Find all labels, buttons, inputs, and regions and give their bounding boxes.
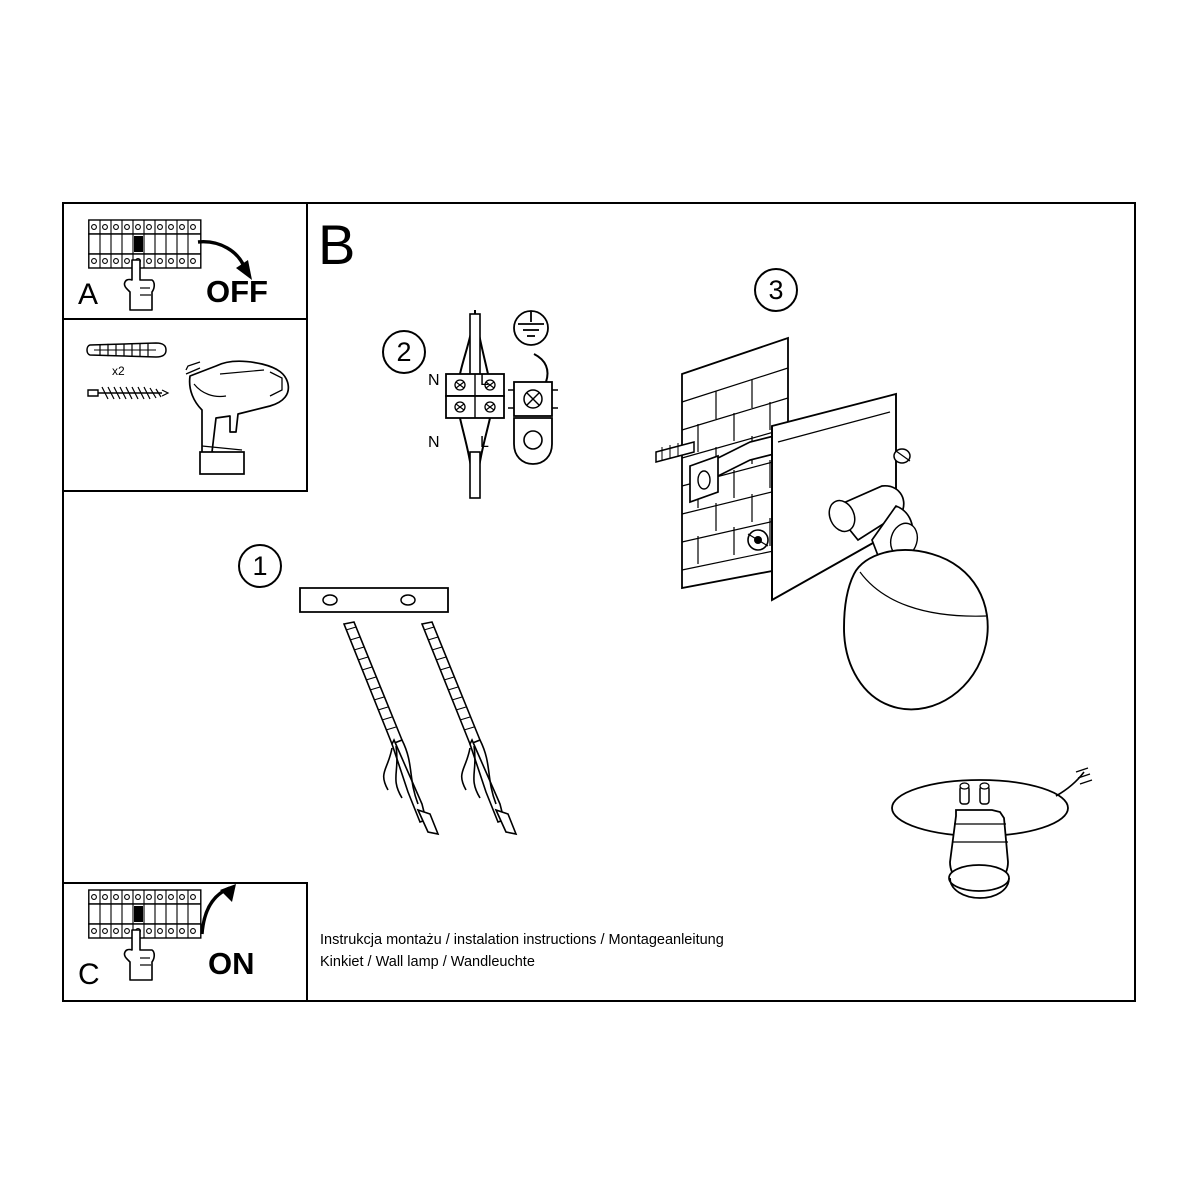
panel-a-state-label: OFF	[206, 274, 268, 309]
wire-label-n-top: N	[428, 372, 440, 389]
hand-pointing-icon	[118, 928, 168, 982]
wire-label-n-bottom: N	[428, 434, 440, 451]
curved-arrow-up-icon	[196, 884, 256, 936]
curved-arrow-down-icon	[196, 238, 262, 288]
power-drill-icon	[186, 340, 298, 470]
step-3-number: 3	[754, 268, 798, 312]
gu10-bulb-icon	[888, 766, 1108, 916]
wire-label-l-top: L	[480, 372, 489, 389]
hand-pointing-icon	[118, 258, 168, 312]
panel-a-letter: A	[78, 278, 99, 311]
mounting-plate-with-screws-icon	[296, 582, 556, 852]
screw-icon	[86, 382, 172, 404]
wall-lamp-assembly-icon	[646, 316, 1046, 786]
caption-product: Kinkiet / Wall lamp / Wandleuchte	[320, 954, 535, 970]
hardware-quantity-label: x2	[112, 364, 125, 378]
step-1-number: 1	[238, 544, 282, 588]
panel-b-letter: B	[318, 213, 356, 276]
cable-connector-icon	[504, 352, 574, 482]
wall-plug-anchor-icon	[84, 338, 168, 364]
earth-ground-icon	[504, 308, 560, 358]
panel-c-letter: C	[78, 958, 100, 991]
wire-label-l-bottom: L	[480, 434, 489, 451]
caption-instructions: Instrukcja montażu / instalation instructions / Montageanleitung	[320, 932, 724, 948]
panel-c-state-label: ON	[208, 946, 255, 981]
step-2-number: 2	[382, 330, 426, 374]
